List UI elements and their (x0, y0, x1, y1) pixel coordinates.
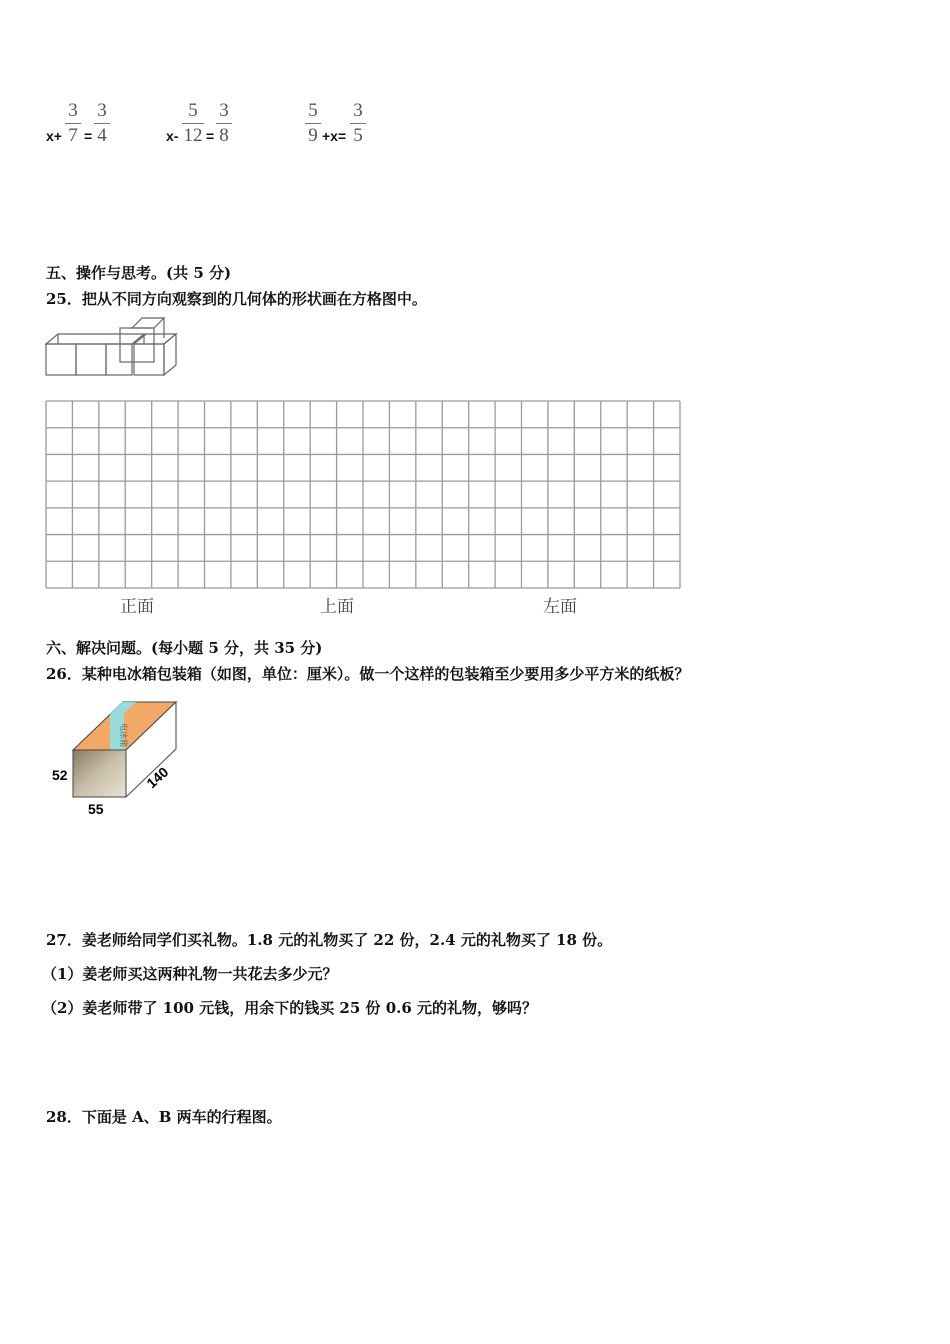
equation-2-fraction-2: 3 8 (216, 100, 232, 147)
question-26: 26．某种电冰箱包装箱（如图，单位：厘米）。做一个这样的包装箱至少要用多少平方米的纸板？ (46, 665, 690, 683)
equation-3-fraction-2: 3 5 (350, 100, 366, 147)
question-27-part-2: （2）姜老师带了 100 元钱，用余下的钱买 25 份 0.6 元的礼物，够吗？ (42, 999, 538, 1017)
equation-2-fraction-1: 5 12 (183, 100, 203, 146)
grid-label-top: 上面 (320, 597, 354, 617)
section-6-title: 六、解决问题。(每小题 5 分，共 35 分) (46, 639, 323, 657)
equation-2-equals: = (206, 128, 215, 144)
question-27-part-1: （1）姜老师买这两种礼物一共花去多少元？ (42, 965, 338, 983)
cubes-figure (44, 316, 180, 378)
box-height-label: 52 (52, 767, 68, 783)
question-28: 28．下面是 A、B 两车的行程图。 (46, 1108, 282, 1126)
fridge-box-figure (48, 697, 188, 819)
question-27: 27．姜老师给同学们买礼物。1.8 元的礼物买了 22 份，2.4 元的礼物买了 18 份。 (46, 931, 613, 949)
grid-label-left: 左面 (543, 597, 577, 617)
box-length-label: 140 (143, 763, 172, 792)
equation-2-left: x- (166, 128, 179, 144)
grid-label-front: 正面 (120, 597, 154, 617)
equation-1-equals: = (84, 128, 93, 144)
question-25: 25．把从不同方向观察到的几何体的形状画在方格图中。 (46, 290, 427, 308)
equation-1-fraction-2: 3 4 (94, 100, 110, 147)
box-width-label: 55 (88, 801, 104, 817)
section-5-title: 五、操作与思考。(共 5 分) (46, 264, 232, 282)
drawing-grid (45, 400, 682, 590)
equation-1-left: x+ (46, 128, 62, 144)
equation-1-fraction-1: 3 7 (65, 100, 81, 147)
box-product-label: 电冰箱 (119, 723, 128, 747)
equation-3-middle: +x= (322, 128, 347, 144)
equation-3-fraction-1: 5 9 (305, 100, 321, 147)
